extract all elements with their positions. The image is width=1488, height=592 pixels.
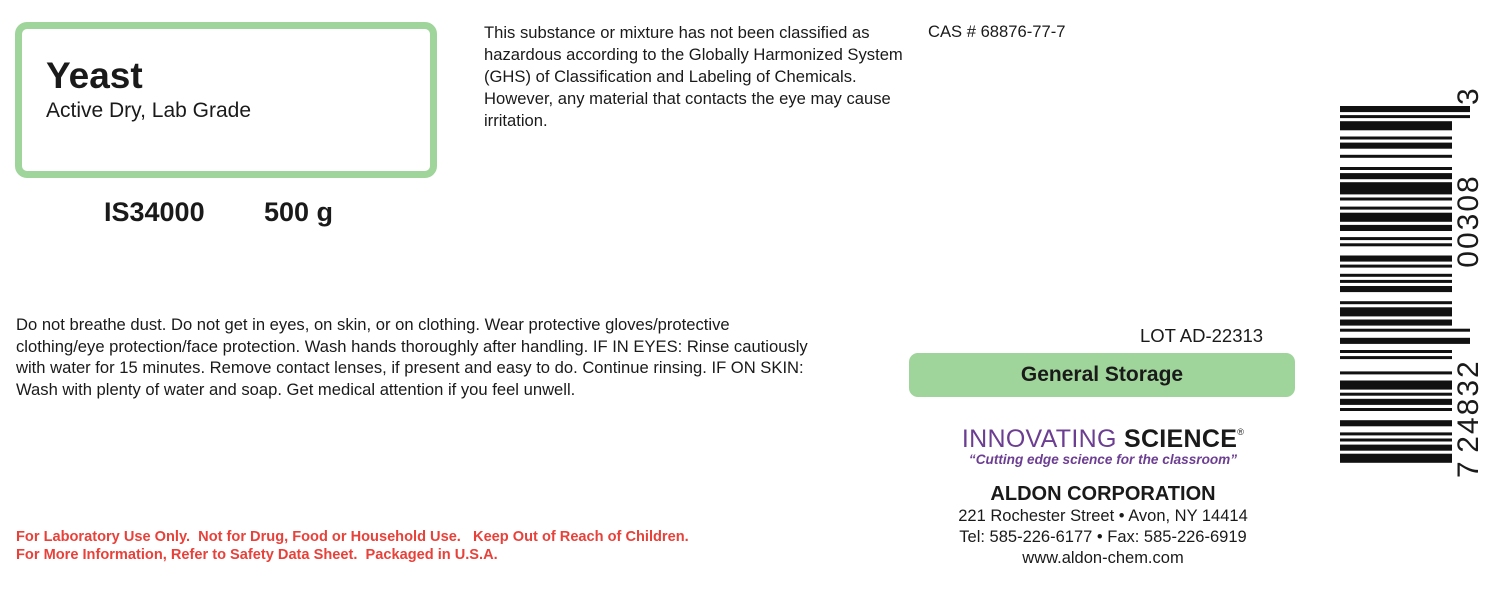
- barcode-bar: [1340, 420, 1452, 426]
- storage-label: General Storage: [1020, 363, 1184, 386]
- product-name: Yeast: [46, 55, 143, 96]
- barcode-bar: [1340, 338, 1470, 344]
- barcode-bar: [1340, 439, 1452, 442]
- barcode-bar: [1340, 213, 1452, 222]
- barcode-bar: [1340, 408, 1452, 411]
- barcode-bar: [1340, 445, 1452, 451]
- barcode-digit-group-2: 24832: [1452, 359, 1485, 453]
- barcode-bar: [1340, 399, 1452, 405]
- barcode-digit-group-3: 00308: [1452, 174, 1485, 268]
- barcode-bar: [1340, 182, 1452, 194]
- barcode-digit-group-1: 7: [1452, 461, 1485, 478]
- barcode-bar: [1340, 350, 1452, 353]
- catalog-number: IS34000: [104, 197, 205, 227]
- barcode-bar: [1340, 225, 1452, 231]
- barcode-bar: [1340, 307, 1452, 316]
- barcode-bar: [1340, 115, 1470, 118]
- product-name-box: [15, 22, 437, 178]
- barcode-bar: [1340, 243, 1452, 246]
- barcode-bar: [1340, 280, 1452, 283]
- barcode-bar: [1340, 301, 1452, 304]
- barcode-bar: [1340, 274, 1452, 277]
- precautionary-statement: Do not breathe dust. Do not get in eyes, on skin, or on clothing. Wear protective gloves/protective clothing/eye protection/face protection. Wash hands thoroughly after handling. IF IN EYES: Rinse cautiously with water for 15 minutes. Remove contact lenses, if present and easy to do. Continue rinsing. IF ON SKIN: Wash with plenty of water and soap. Get medical attention if you feel unwell.: [16, 315, 808, 399]
- warning-line-2: For More Information, Refer to Safety Data Sheet. Packaged in U.S.A.: [16, 547, 498, 563]
- product-size: 500 g: [264, 197, 334, 227]
- lot-number: LOT AD-22313: [1140, 325, 1264, 346]
- barcode-bar: [1340, 106, 1470, 112]
- barcode: [1340, 78, 1485, 490]
- barcode-bar: [1340, 329, 1470, 332]
- brand-tagline: “Cutting edge science for the classroom”: [968, 452, 1238, 467]
- company-phone: Tel: 585-226-6177 • Fax: 585-226-6919: [959, 528, 1247, 546]
- barcode-bar: [1340, 432, 1452, 435]
- barcode-bar: [1340, 167, 1452, 170]
- barcode-bar: [1340, 155, 1452, 158]
- barcode-bar: [1340, 237, 1452, 240]
- barcode-bars: [1340, 106, 1470, 463]
- hazard-statement: This substance or mixture has not been classified as hazardous according to the Globally Harmonized System (GHS) of Classification and Labeling of Chemicals. However, any material that contacts the eye may cause irritation.: [484, 23, 903, 130]
- company-website: www.aldon-chem.com: [1022, 549, 1184, 567]
- warning-text: [16, 528, 689, 564]
- brand-word-2: SCIENCE: [1123, 425, 1238, 453]
- barcode-digit-group-4: 3: [1452, 88, 1485, 105]
- barcode-bar: [1340, 137, 1452, 140]
- barcode-bar: [1340, 381, 1452, 390]
- barcode-bar: [1340, 393, 1452, 396]
- storage-badge: [909, 353, 1295, 397]
- barcode-bar: [1340, 371, 1452, 374]
- cas-number: CAS # 68876-77-7: [928, 22, 1066, 41]
- barcode-bar: [1340, 356, 1452, 359]
- barcode-bar: [1340, 286, 1452, 292]
- barcode-bar: [1340, 454, 1452, 463]
- barcode-bar: [1340, 256, 1452, 262]
- product-description: Active Dry, Lab Grade: [46, 99, 252, 122]
- barcode-bar: [1340, 320, 1452, 326]
- company-address: 221 Rochester Street • Avon, NY 14414: [958, 507, 1248, 525]
- barcode-bar: [1340, 173, 1452, 179]
- company-contact: [910, 506, 1296, 569]
- barcode-bar: [1340, 207, 1452, 210]
- barcode-bar: [1340, 121, 1452, 130]
- barcode-bar: [1340, 265, 1452, 268]
- brand-logo: [910, 425, 1296, 454]
- company-name: ALDON CORPORATION: [990, 483, 1216, 505]
- brand-word-1: INNOVATING: [961, 425, 1117, 453]
- warning-line-1: For Laboratory Use Only. Not for Drug, Food or Household Use. Keep Out of Reach of Children.: [16, 529, 689, 545]
- barcode-bar: [1340, 198, 1452, 201]
- registered-mark: ®: [1237, 427, 1245, 437]
- barcode-bar: [1340, 143, 1452, 149]
